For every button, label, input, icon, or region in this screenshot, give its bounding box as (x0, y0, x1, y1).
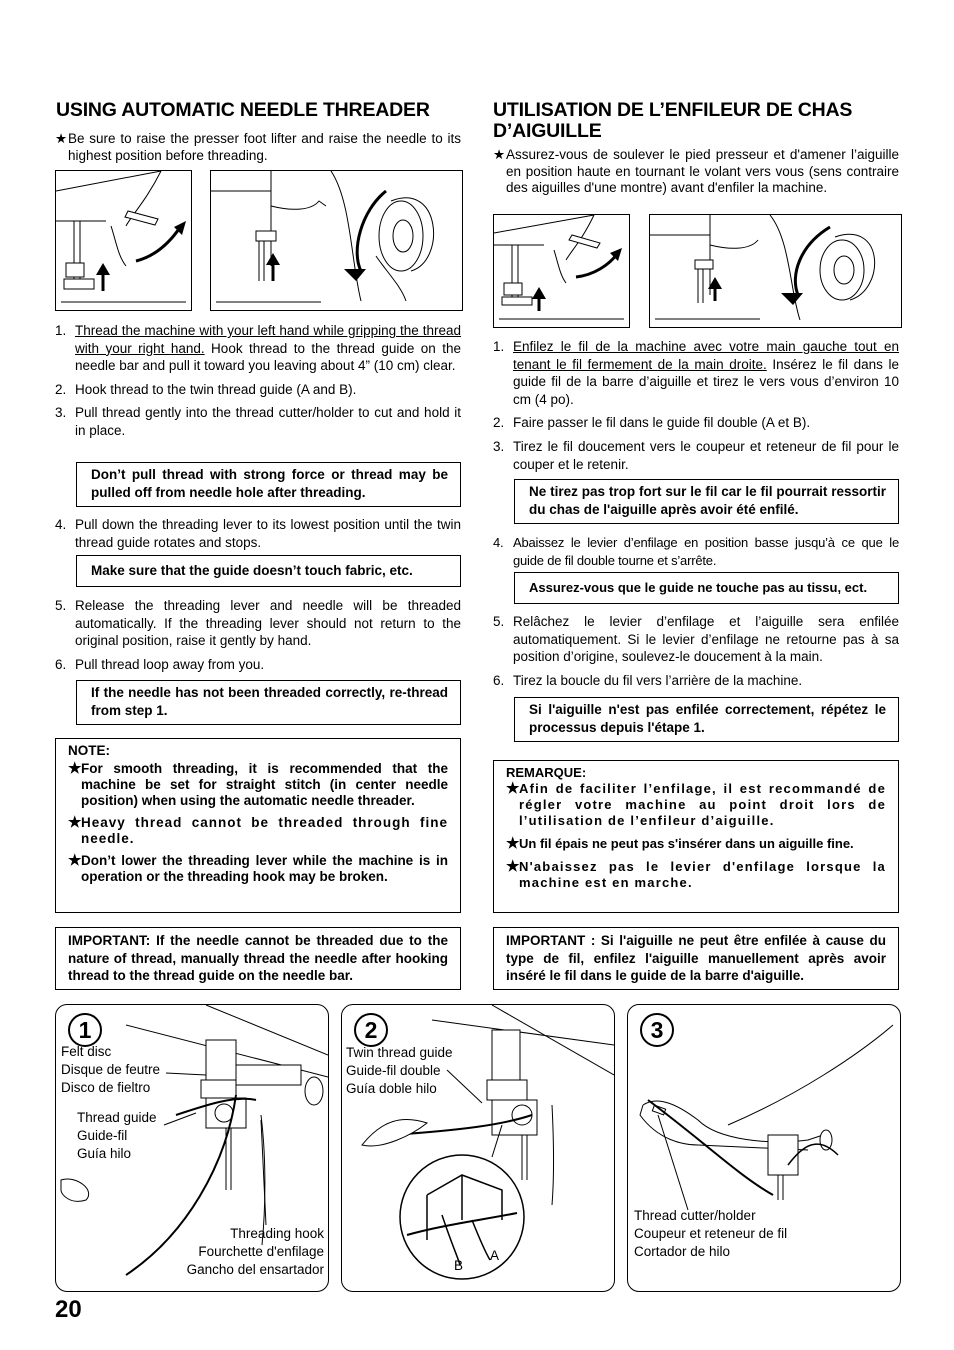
fr-step-4-text: Abaissez le levier d’enfilage en position basse jusqu’à ce que le guide de fil double tourne et s’arrête. (513, 535, 899, 568)
star-icon: ★ (493, 147, 506, 162)
fr-step-3 (493, 438, 899, 473)
thread-cutter-fr: Coupeur et reteneur de fil (634, 1226, 788, 1241)
en-step-1-rest: Hook thread to the thread guide on the needle bar and pull it toward you leaving about 4” (10 cm) clear. (75, 340, 461, 374)
star-icon: ★ (506, 858, 521, 875)
fr-steps-5-6 (493, 613, 899, 689)
en-step-5-text: Release the threading lever and needle will be threaded automatically. If the threading lever should not return to the original position, raise it gently by hand. (75, 598, 461, 649)
fr-heading: UTILISATION DE L’ENFILEUR DE CHAS D’AIGUILLE (493, 99, 853, 142)
fr-intro (493, 147, 899, 197)
label-a: A (490, 1248, 500, 1263)
fr-important-box: IMPORTANT : Si l'aiguille ne peut être enfilée à cause du type de fil, enfilez l'aiguille manuellement après avoir inséré le fil dans le guide de la barre d'aiguille. (493, 927, 899, 990)
label-b: B (454, 1258, 464, 1273)
en-note-2-text: Heavy thread cannot be threaded through fine needle. (81, 815, 448, 846)
fr-step-2-text: Faire passer le fil dans le guide fil double (A et B). (513, 415, 811, 431)
threading-hook-fr: Fourchette d'enfilage (198, 1244, 324, 1259)
panel-1 (55, 1004, 329, 1292)
en-step-1-num: 1. (55, 323, 67, 338)
fr-intro-text: Assurez-vous de soulever le pied presseur et d'amener l’aiguille en position haute en tournant le volant vers vous (sens contraire des aiguilles d'une montre) avant d'enfiler la machine. (506, 147, 899, 195)
en-warning-pull: Don’t pull thread with strong force or thread may be pulled off from needle hole after threading. (76, 462, 461, 507)
fr-step-2 (493, 414, 899, 432)
threading-hook-es: Gancho del ensartador (186, 1262, 324, 1277)
en-steps-4 (55, 516, 461, 551)
en-heading: USING AUTOMATIC NEEDLE THREADER (56, 99, 430, 121)
en-note-1 (68, 761, 448, 809)
fr-handwheel-illustration (650, 215, 901, 327)
fr-step-1-underlined: Enfilez le fil de la machine avec votre main gauche tout en tenant le fil fermement de la main droite. (513, 339, 899, 372)
thread-guide-en: Thread guide (77, 1110, 157, 1125)
threading-hook-en: Threading hook (230, 1226, 324, 1241)
thread-cutter-en: Thread cutter/holder (634, 1208, 756, 1223)
en-step-1-underlined: Thread the machine with your left hand while gripping the thread with your right hand. (75, 323, 461, 356)
en-warning-guide: Make sure that the guide doesn’t touch fabric, etc. (76, 555, 461, 587)
en-step-3-num: 3. (55, 405, 67, 421)
fr-step-3-num: 3. (493, 438, 505, 454)
fr-step-5-num: 5. (493, 614, 505, 629)
twin-guide-en: Twin thread guide (346, 1045, 453, 1060)
panel-3-number: 3 (640, 1013, 674, 1047)
fr-note-2-text: Un fil épais ne peut pas s'insérer dans un aiguille fine. (519, 836, 854, 851)
fr-step-2-num: 2. (493, 415, 505, 431)
thread-guide-label (77, 1109, 157, 1163)
fr-presser-foot-figure (493, 214, 630, 328)
en-step-3-text: Pull thread gently into the thread cutter/holder to cut and hold it in place. (75, 405, 461, 438)
fr-note-title: REMARQUE: (506, 765, 587, 780)
fr-presser-foot-illustration (494, 215, 629, 327)
fr-step-4 (493, 534, 899, 569)
en-step-4-text: Pull down the threading lever to its lowest position until the twin thread guide rotates and stops. (75, 517, 461, 550)
en-step-6-text: Pull thread loop away from you. (75, 656, 265, 672)
en-intro (55, 131, 461, 164)
panel-2 (341, 1004, 615, 1292)
en-step-5 (55, 597, 461, 650)
presser-foot-illustration (56, 171, 191, 310)
twin-guide-fr: Guide-fil double (346, 1063, 441, 1078)
handwheel-figure (210, 170, 463, 311)
fr-step-4-num: 4. (493, 535, 504, 550)
presser-foot-figure (55, 170, 192, 311)
felt-disc-en: Felt disc (61, 1044, 112, 1059)
fr-warning-guide: Assurez-vous que le guide ne touche pas au tissu, ect. (514, 572, 899, 604)
fr-step-1-rest: Insérez le fil dans le guide fil de la barre d’aiguille et tirez le vers vous d’environ 10 cm (4 po). (513, 356, 900, 407)
en-note-3-text: Don’t lower the threading lever while the machine is in operation or the threading hook may be broken. (81, 853, 448, 884)
star-icon: ★ (55, 131, 68, 146)
en-step-2 (55, 381, 461, 399)
fr-note-3 (506, 859, 886, 891)
fr-step-6 (493, 672, 899, 690)
felt-disc-es: Disco de fieltro (61, 1080, 151, 1095)
en-step-4-num: 4. (55, 517, 67, 532)
en-intro-text: Be sure to raise the presser foot lifter and raise the needle to its highest position before threading. (68, 131, 461, 163)
en-important-box: IMPORTANT: If the needle cannot be threaded due to the nature of thread, manually thread the needle after hooking thread to the thread guide on the needle bar. (55, 927, 461, 990)
thread-cutter-es: Cortador de hilo (634, 1244, 731, 1259)
fr-step-5-text: Relâchez le levier d’enfilage et l’aiguille sera enfilée automatiquement. Si le levier d’enfilage ne retourne pas à sa position d’origine, soulevez-le doucement à la main. (513, 614, 899, 665)
en-step-2-num: 2. (55, 381, 67, 397)
fr-step-1 (493, 338, 899, 408)
fr-note-box (493, 760, 899, 913)
fr-note-3-text: N'abaissez pas le levier d'enfilage lorsque la machine est en marche. (519, 859, 886, 890)
en-step-6-num: 6. (55, 656, 67, 672)
en-step-5-num: 5. (55, 598, 67, 613)
fr-note-2 (506, 836, 886, 852)
fr-handwheel-figure (649, 214, 902, 328)
fr-step-3-text: Tirez le fil doucement vers le coupeur et reteneur de fil pour le couper et le retenir. (513, 438, 899, 472)
en-step-3 (55, 404, 461, 439)
threading-hook-label (187, 1225, 324, 1279)
en-step-2-text: Hook thread to the twin thread guide (A and B). (75, 381, 357, 397)
en-steps-5-6 (55, 597, 461, 673)
en-step-1 (55, 322, 461, 375)
fr-note-1 (506, 781, 886, 829)
twin-thread-guide-label (346, 1044, 453, 1098)
panel-3 (627, 1004, 901, 1292)
fr-step-5 (493, 613, 899, 666)
twin-guide-es: Guía doble hilo (346, 1081, 437, 1096)
fr-steps (493, 338, 899, 473)
en-note-1-text: For smooth threading, it is recommended that the machine be set for straight stitch (in center needle position) when using the automatic needle threader. (81, 761, 448, 808)
fr-step-1-num: 1. (493, 339, 505, 354)
fr-steps-4 (493, 534, 899, 569)
fr-step-6-text: Tirez la boucle du fil vers l’arrière de la machine. (513, 672, 803, 688)
en-step-4 (55, 516, 461, 551)
en-note-3 (68, 853, 448, 885)
handwheel-illustration (211, 171, 462, 310)
en-warning-rethread: If the needle has not been threaded correctly, re-thread from step 1. (76, 680, 461, 725)
thread-cutter-label (634, 1207, 787, 1261)
star-icon: ★ (506, 780, 521, 797)
star-icon: ★ (68, 760, 82, 777)
thread-guide-fr: Guide-fil (77, 1128, 128, 1143)
panel-2-number: 2 (354, 1013, 388, 1047)
felt-disc-label (61, 1043, 160, 1097)
en-note-title: NOTE: (68, 743, 110, 758)
fr-note-1-text: Afin de faciliter l’enfilage, il est recommandé de régler votre machine au point droit lors de l’utilisation de l’enfileur d’aiguille. (519, 781, 886, 828)
fr-warning-rethread: Si l'aiguille n'est pas enfilée correctement, répétez le processus depuis l'étape 1. (514, 697, 899, 742)
star-icon: ★ (506, 835, 520, 852)
page-number: 20 (55, 1296, 82, 1323)
panel-1-number: 1 (68, 1013, 102, 1047)
fr-step-6-num: 6. (493, 672, 505, 688)
felt-disc-fr: Disque de feutre (61, 1062, 161, 1077)
en-steps (55, 322, 461, 440)
en-note-2 (68, 815, 448, 847)
fr-warning-pull: Ne tirez pas trop fort sur le fil car le fil pourrait ressortir du chas de l'aiguille après avoir été enfilé. (514, 479, 899, 524)
en-note-box (55, 738, 461, 913)
star-icon: ★ (68, 852, 82, 869)
en-step-6 (55, 656, 461, 674)
thread-guide-es: Guía hilo (77, 1146, 132, 1161)
star-icon: ★ (68, 814, 83, 831)
